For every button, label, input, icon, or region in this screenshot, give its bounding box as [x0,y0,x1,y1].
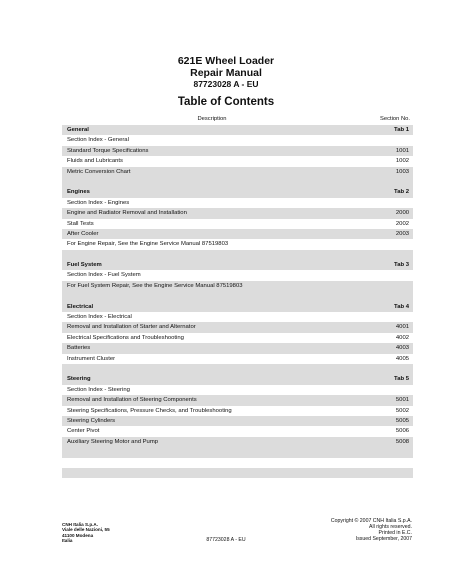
entry-description: Steering Specifications, Pressure Checks, and Troubleshooting [67,407,232,414]
entry-description: Section Index - General [67,137,129,144]
entry-description: Auxiliary Steering Motor and Pump [67,438,159,445]
entry-description: Metric Conversion Chart [67,168,131,175]
entry-description: Removal and Installation of Starter and Alternator [67,324,196,331]
entry-section-number: 2003 [395,230,409,237]
entry-description: For Engine Repair, See the Engine Service Manual 87519803 [67,241,229,248]
entry-description: Electrical Specifications and Troubleshooting [67,334,184,341]
section-tab: Tab 1 [394,127,409,133]
entry-description: Section Index - Steering [67,386,130,393]
entry-description: Section Index - Fuel System [67,272,141,279]
toc-entry-row [62,167,413,177]
toc-entry-row [62,156,413,166]
section-header-row [62,125,413,135]
toc-entry-row [62,343,413,353]
entry-section-number: 4002 [395,334,409,341]
entry-description: Engine and Radiator Removal and Installation [67,210,187,217]
entry-section-number: 5002 [395,407,409,414]
entry-description: For Fuel System Repair, See the Engine Service Manual 87519803 [67,282,243,289]
entry-description: Section Index - Electrical [67,314,132,321]
toc-entry-row [62,135,413,145]
section-tab: Tab 4 [394,303,409,310]
toc-entry-row [62,385,413,395]
toc-entry-row [62,437,413,447]
entry-section-number: 5001 [395,397,409,404]
toc-entry-row [62,229,413,239]
part-code: 87723028 A - EU [193,79,259,89]
toc-entry-row [62,198,413,208]
description-column-header: Description [197,116,227,122]
document-title: 621E Wheel Loader [177,55,275,67]
toc-entry-row [62,270,413,280]
entry-section-number: 5006 [395,428,409,435]
entry-description: Center Pivot [67,428,100,435]
footer-part-code: 87723028 A - EU [206,537,246,543]
section-spacer [62,250,413,260]
toc-entry-row [62,406,413,416]
toc-entry-row [62,333,413,343]
entry-section-number: 1001 [395,147,409,154]
title-block [0,56,452,108]
entry-section-number: 4003 [395,345,409,352]
section-header-row [62,187,413,197]
entry-section-number: 5005 [395,417,409,424]
entry-description: Section Index - Engines [67,199,130,206]
section-name: Electrical [67,303,94,310]
entry-description: Fluids and Lubricants [67,158,123,165]
entry-section-number: 2002 [395,220,409,227]
copyright-block [331,518,412,542]
section-no-column-header: Section No. [380,116,410,122]
section-header-row [62,374,413,384]
toc-table [62,125,413,478]
section-tab: Tab 2 [394,189,409,196]
section-spacer [62,291,413,301]
section-spacer [62,364,413,374]
blank-row [62,458,413,468]
toc-entry-row [62,322,413,332]
section-name: Engines [67,189,90,196]
company-line: CNH Italia S.p.A. [62,522,98,527]
toc-entry-row [62,208,413,218]
entry-section-number: 4001 [395,324,409,331]
company-line: 41100 Modena [62,532,94,538]
toc-entry-row [62,146,413,156]
section-header-row [62,260,413,270]
section-spacer [62,177,413,187]
toc-entry-row [62,426,413,436]
entry-section-number: 1003 [395,168,409,175]
section-header-row [62,302,413,312]
section-name: Steering [67,376,91,383]
copyright-line: Issued September, 2007 [355,536,412,542]
toc-heading: Table of Contents [177,96,275,108]
entry-section-number: 4005 [395,355,409,362]
company-line: Italia [62,538,73,544]
blank-band [62,468,413,478]
company-line: Viale delle Nazioni, 55 [62,527,110,533]
entry-section-number: 5008 [395,438,409,445]
copyright-line: Printed in E.C. [378,530,412,536]
copyright-line: All rights reserved. [369,524,412,530]
section-tab: Tab 3 [394,262,409,269]
document-subtitle: Repair Manual [190,66,262,79]
toc-entry-row [62,312,413,322]
toc-entry-row [62,281,413,291]
section-tab: Tab 5 [394,376,409,383]
entry-section-number: 1002 [395,158,409,165]
toc-entry-row [62,354,413,364]
entry-description: Instrument Cluster [67,355,116,362]
blank-band [62,447,413,457]
entry-description: Steering Cylinders [67,417,116,424]
entry-description: Batteries [67,345,91,352]
toc-entry-row [62,219,413,229]
copyright-line: Copyright © 2007 CNH Italia S.p.A. [330,518,412,524]
entry-description: Standard Torque Specifications [67,147,149,154]
toc-entry-row [62,395,413,405]
entry-description: Removal and Installation of Steering Components [67,397,197,404]
section-name: General [67,127,89,133]
section-name: Fuel System [67,262,102,269]
entry-section-number: 2000 [395,210,409,217]
entry-description: Stall Tests [67,220,94,227]
toc-entry-row [62,239,413,249]
toc-entry-row [62,416,413,426]
entry-description: After Cooler [67,230,99,237]
